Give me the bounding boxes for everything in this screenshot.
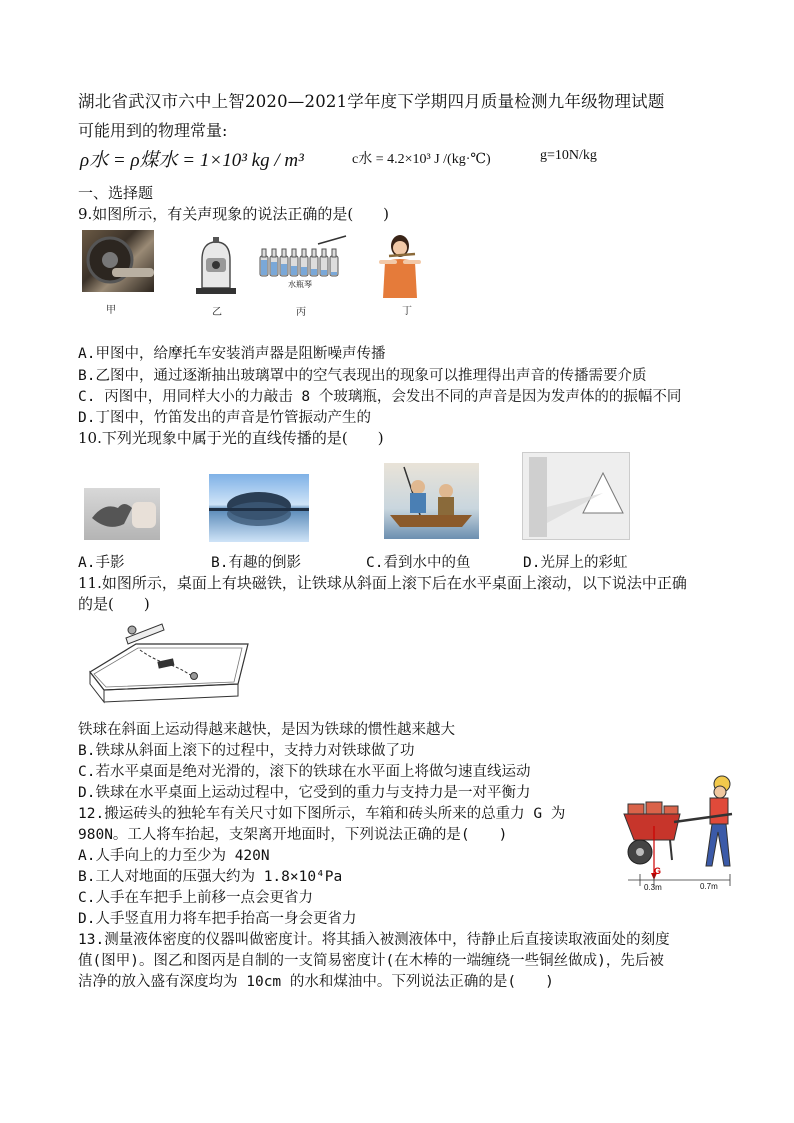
page-title: 湖北省武汉市六中上智2020—2021学年度下学期四月质量检测九年级物理试题 — [78, 92, 665, 111]
reflection-icon — [209, 474, 309, 542]
q10-option-a: A.手影 — [78, 555, 125, 571]
hand-shadow-icon — [84, 488, 160, 540]
q9-option-d: D.丁图中，竹笛发出的声音是竹管振动产生的 — [78, 410, 371, 426]
q12-stem-line2: 980N。工人将车抬起，支架离开地面时，下列说法正确的是( ) — [78, 827, 508, 843]
q13-text-line1: 13.测量液体密度的仪器叫做密度计。将其插入被测液体中，待静止后直接读取液面处的刻度 — [78, 932, 670, 948]
q11-option-c: C.若水平桌面是绝对光滑的，滚下的铁球在水平面上将做匀速直线运动 — [78, 764, 531, 780]
q11-stem-line2: 的是( ) — [78, 595, 150, 613]
q12-dimension-short: 0.3m — [644, 883, 662, 892]
q12-option-d: D.人手竖直用力将车把手抬高一身会更省力 — [78, 911, 357, 927]
motorcycle-muffler-icon — [82, 230, 154, 292]
q11-option-d: D.铁球在水平桌面上运动过程中，它受到的重力与支持力是一对平衡力 — [78, 785, 531, 801]
q12-option-a: A.人手向上的力至少为 420N — [78, 848, 270, 864]
q11-option-b: B.铁球从斜面上滚下的过程中，支持力对铁球做了功 — [78, 743, 415, 759]
q11-option-a: 铁球在斜面上运动得越来越快，是因为铁球的惯性越来越大 — [78, 722, 455, 738]
q12-stem-line1: 12.搬运砖头的独轮车有关尺寸如下图所示，车箱和砖头所来的总重力 G 为 — [78, 806, 566, 822]
q10-option-c: C.看到水中的鱼 — [366, 555, 471, 571]
q10-reflection-image — [209, 474, 309, 542]
constant-gravity: g=10N/kg — [540, 148, 597, 163]
q9-label-jia: 甲 — [106, 305, 116, 316]
q12-wheelbarrow-diagram — [620, 770, 750, 898]
prism-screen-icon — [523, 453, 630, 540]
q11-stem-line1: 11.如图所示，桌面上有块磁铁，让铁球从斜面上滚下后在水平桌面上滚动，以下说法中正确 — [78, 574, 687, 592]
q13-text-line2: 值(图甲)。图乙和图丙是自制的一支简易密度计(在木棒的一端缠绕一些铜丝做成)，先后被 — [78, 953, 664, 969]
water-bottles-icon — [258, 234, 348, 278]
q9-option-c: C. 丙图中，用同样大小的力敲击 8 个玻璃瓶，会发出不同的声音是因为发声体的的振幅不同 — [78, 389, 682, 405]
girl-flute-icon — [375, 234, 425, 298]
q12-dimension-long: 0.7m — [700, 882, 718, 891]
q10-rainbow-image — [522, 452, 630, 540]
q12-force-label: G — [654, 866, 662, 876]
q9-stem: 9.如图所示，有关声现象的说法正确的是( ) — [78, 205, 390, 223]
q10-stem: 10.下列光现象中属于光的直线传播的是( ) — [78, 429, 384, 447]
q12-option-b: B.工人对地面的压强大约为 1.8×10⁴Pa — [78, 869, 343, 885]
q12-option-c: C.人手在车把手上前移一点会更省力 — [78, 890, 313, 906]
constant-specific-heat: c水 = 4.2×10³ J /(kg·℃) — [352, 152, 491, 167]
q11-table-ramp-diagram — [88, 620, 250, 706]
q10-option-d: D.光屏上的彩虹 — [523, 555, 628, 571]
constant-density: ρ水 = ρ煤水 = 1×10³ kg / m³ — [80, 150, 304, 171]
q9-label-bing: 丙 — [296, 307, 306, 318]
q9-label-yi: 乙 — [212, 307, 222, 318]
q9-bottle-caption: 水瓶琴 — [288, 280, 312, 289]
q9-option-a: A.甲图中，给摩托车安装消声器是阻断噪声传播 — [78, 346, 386, 362]
section-heading: 一、选择题 — [78, 184, 154, 202]
q10-hand-shadow-image — [84, 488, 160, 540]
bell-jar-icon — [192, 236, 240, 296]
q13-text-line3: 洁净的放入盛有深度均为 10cm 的水和煤油中。下列说法正确的是( ) — [78, 974, 554, 990]
q9-label-ding: 丁 — [402, 306, 412, 317]
q9-motorcycle-image — [82, 230, 154, 292]
q10-fish-image — [384, 463, 479, 539]
constants-heading: 可能用到的物理常量: — [78, 121, 228, 140]
fisherman-boat-icon — [384, 463, 479, 539]
q10-option-b: B.有趣的倒影 — [211, 555, 301, 571]
q9-option-b: B.乙图中，通过逐渐抽出玻璃罩中的空气表现出的现象可以推理得出声音的传播需要介质 — [78, 368, 647, 384]
